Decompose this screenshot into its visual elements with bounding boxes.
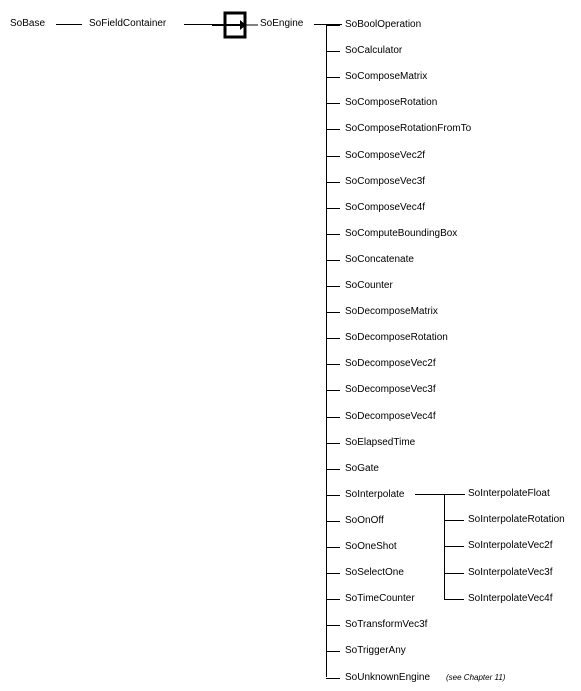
- node-socounter: SoCounter: [345, 280, 393, 291]
- node-sointerpolatefloat: SoInterpolateFloat: [468, 488, 550, 499]
- node-sodecomposerotation: SoDecomposeRotation: [345, 332, 448, 343]
- node-sofieldcontainer: SoFieldContainer: [89, 18, 167, 29]
- connector-line: [326, 25, 340, 26]
- connector-line: [326, 599, 340, 600]
- node-socomposerotationfromto: SoComposeRotationFromTo: [345, 123, 472, 134]
- node-socalculator: SoCalculator: [345, 45, 403, 56]
- connector-line: [326, 443, 340, 444]
- connector-line: [444, 494, 464, 495]
- node-sointerpolatevec4f: SoInterpolateVec4f: [468, 593, 553, 604]
- connector-line: [326, 573, 340, 574]
- connector-line: [326, 312, 340, 313]
- node-socomputeboundingbox: SoComputeBoundingBox: [345, 228, 458, 239]
- node-socomposerotation: SoComposeRotation: [345, 97, 438, 108]
- node-socomposevec2f: SoComposeVec2f: [345, 150, 426, 161]
- connector-line: [326, 129, 340, 130]
- connector-line: [326, 678, 340, 679]
- node-soconcatenate: SoConcatenate: [345, 254, 414, 265]
- connector-line: [326, 390, 340, 391]
- connector-line: [326, 182, 340, 183]
- connector-line: [326, 286, 340, 287]
- node-sodecomposevec4f: SoDecomposeVec4f: [345, 411, 436, 422]
- node-sodecomposevec3f: SoDecomposeVec3f: [345, 384, 436, 395]
- node-sointerpolatevec2f: SoInterpolateVec2f: [468, 540, 553, 551]
- connector-line: [326, 260, 340, 261]
- connector-line: [444, 599, 464, 600]
- node-soengine: SoEngine: [260, 18, 304, 29]
- node-sointerpolaterotation: SoInterpolateRotation: [468, 514, 565, 525]
- node-sounknownengine: SoUnknownEngine: [345, 672, 431, 683]
- connector-line: [326, 495, 340, 496]
- node-socomposematrix: SoComposeMatrix: [345, 71, 428, 82]
- connector-line: [56, 24, 82, 25]
- connector-line: [326, 208, 340, 209]
- connector-line: [326, 234, 340, 235]
- node-sointerpolatevec3f: SoInterpolateVec3f: [468, 567, 553, 578]
- node-soelapsedtime: SoElapsedTime: [345, 437, 416, 448]
- connector-line: [444, 520, 464, 521]
- connector-line: [326, 103, 340, 104]
- node-sodecomposematrix: SoDecomposeMatrix: [345, 306, 438, 317]
- connector-line: [444, 573, 464, 574]
- node-soonoff: SoOnOff: [345, 515, 384, 526]
- node-sobooloperation: SoBoolOperation: [345, 19, 422, 30]
- connector-line: [184, 24, 214, 25]
- node-sogate: SoGate: [345, 463, 379, 474]
- connector-line: [326, 156, 340, 157]
- chapter-note: (see Chapter 11): [446, 673, 506, 682]
- connector-line: [444, 546, 464, 547]
- node-socomposevec4f: SoComposeVec4f: [345, 202, 426, 213]
- engine-trunk-line: [326, 24, 327, 677]
- node-sotriggerany: SoTriggerAny: [345, 645, 406, 656]
- node-sotimecounter: SoTimeCounter: [345, 593, 415, 604]
- connector-line: [326, 77, 340, 78]
- connector-line: [326, 521, 340, 522]
- engine-symbol-icon: [212, 10, 258, 40]
- node-socomposevec3f: SoComposeVec3f: [345, 176, 426, 187]
- connector-line: [326, 625, 340, 626]
- connector-line: [326, 51, 340, 52]
- node-sobase: SoBase: [10, 18, 46, 29]
- connector-line: [326, 469, 340, 470]
- node-sodecomposevec2f: SoDecomposeVec2f: [345, 358, 436, 369]
- node-sotransformvec3f: SoTransformVec3f: [345, 619, 428, 630]
- connector-line: [326, 364, 340, 365]
- connector-line: [326, 547, 340, 548]
- connector-line: [326, 417, 340, 418]
- node-sooneshot: SoOneShot: [345, 541, 397, 552]
- connector-line: [326, 338, 340, 339]
- connector-line: [326, 651, 340, 652]
- node-sointerpolate: SoInterpolate: [345, 489, 405, 500]
- node-soselectone: SoSelectOne: [345, 567, 404, 578]
